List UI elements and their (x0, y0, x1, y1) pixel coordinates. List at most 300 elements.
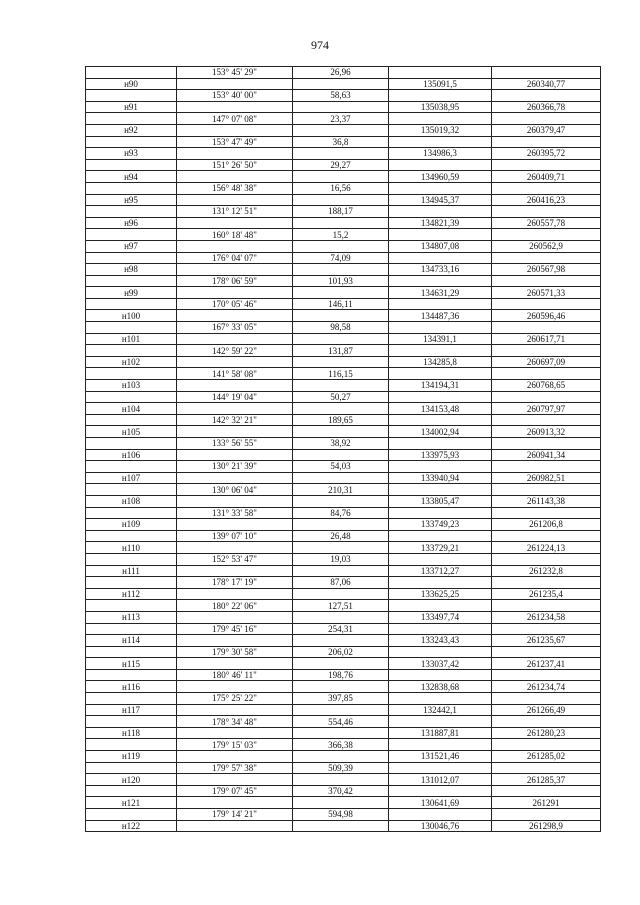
x-coordinate-cell: 133975,93 (389, 449, 492, 461)
x-coordinate-cell (389, 530, 492, 542)
point-name-cell (86, 322, 177, 334)
point-name-cell (86, 275, 177, 287)
distance-cell: 19,03 (293, 553, 389, 565)
distance-cell: 23,37 (293, 113, 389, 125)
segment-row (86, 669, 601, 681)
distance-cell: 87,06 (293, 577, 389, 589)
point-name-cell: н97 (86, 240, 177, 252)
x-coordinate-cell: 134285,8 (389, 356, 492, 368)
x-coordinate-cell (389, 461, 492, 473)
point-row (86, 681, 601, 693)
y-coordinate-cell (492, 577, 601, 589)
x-coordinate-cell (389, 646, 492, 658)
point-name-cell: н94 (86, 171, 177, 183)
segment-row (86, 716, 601, 728)
y-coordinate-cell (492, 206, 601, 218)
segment-row (86, 600, 601, 612)
x-coordinate-cell (389, 716, 492, 728)
segment-row (86, 646, 601, 658)
point-name-cell: н98 (86, 264, 177, 276)
distance-cell (293, 194, 389, 206)
direction-angle-cell: 144° 19' 04" (177, 391, 293, 403)
distance-cell: 210,31 (293, 484, 389, 496)
distance-cell: 131,87 (293, 345, 389, 357)
segment-row (86, 322, 601, 334)
x-coordinate-cell (389, 206, 492, 218)
point-name-cell (86, 600, 177, 612)
point-row (86, 217, 601, 229)
point-name-cell (86, 809, 177, 821)
point-name-cell: н99 (86, 287, 177, 299)
point-row (86, 101, 601, 113)
point-name-cell (86, 67, 177, 79)
y-coordinate-cell: 260697,09 (492, 356, 601, 368)
y-coordinate-cell (492, 507, 601, 519)
segment-row (86, 182, 601, 194)
direction-angle-cell: 179° 15' 03" (177, 739, 293, 751)
direction-angle-cell: 133° 56' 55" (177, 438, 293, 450)
x-coordinate-cell: 133037,42 (389, 658, 492, 670)
y-coordinate-cell: 260395,72 (492, 148, 601, 160)
y-coordinate-cell: 261285,02 (492, 751, 601, 763)
point-name-cell: н111 (86, 565, 177, 577)
distance-cell (293, 565, 389, 577)
x-coordinate-cell (389, 182, 492, 194)
direction-angle-cell: 142° 32' 21" (177, 414, 293, 426)
segment-row (86, 809, 601, 821)
direction-angle-cell (177, 751, 293, 763)
distance-cell: 54,03 (293, 461, 389, 473)
distance-cell: 198,76 (293, 669, 389, 681)
direction-angle-cell: 142° 59' 22" (177, 345, 293, 357)
x-coordinate-cell (389, 345, 492, 357)
segment-row (86, 461, 601, 473)
direction-angle-cell: 178° 06' 59" (177, 275, 293, 287)
distance-cell: 26,48 (293, 530, 389, 542)
point-name-cell: н91 (86, 101, 177, 113)
y-coordinate-cell (492, 553, 601, 565)
y-coordinate-cell (492, 623, 601, 635)
x-coordinate-cell (389, 414, 492, 426)
point-row (86, 449, 601, 461)
point-name-cell (86, 206, 177, 218)
y-coordinate-cell: 261291 (492, 797, 601, 809)
x-coordinate-cell: 134960,59 (389, 171, 492, 183)
y-coordinate-cell: 260982,51 (492, 472, 601, 484)
y-coordinate-cell (492, 600, 601, 612)
distance-cell: 36,8 (293, 136, 389, 148)
x-coordinate-cell (389, 762, 492, 774)
distance-cell (293, 704, 389, 716)
point-row (86, 495, 601, 507)
direction-angle-cell: 170° 05' 46" (177, 298, 293, 310)
distance-cell (293, 101, 389, 113)
distance-cell (293, 403, 389, 415)
point-row (86, 704, 601, 716)
point-name-cell: н104 (86, 403, 177, 415)
y-coordinate-cell: 260913,32 (492, 426, 601, 438)
direction-angle-cell: 131° 12' 51" (177, 206, 293, 218)
point-name-cell (86, 623, 177, 635)
y-coordinate-cell (492, 530, 601, 542)
y-coordinate-cell: 260409,71 (492, 171, 601, 183)
direction-angle-cell: 179° 30' 58" (177, 646, 293, 658)
x-coordinate-cell (389, 693, 492, 705)
direction-angle-cell: 153° 40' 00" (177, 90, 293, 102)
x-coordinate-cell (389, 136, 492, 148)
segment-row (86, 113, 601, 125)
point-row (86, 78, 601, 90)
segment-row (86, 577, 601, 589)
x-coordinate-cell: 133497,74 (389, 611, 492, 623)
x-coordinate-cell (389, 785, 492, 797)
distance-cell (293, 611, 389, 623)
direction-angle-cell (177, 588, 293, 600)
y-coordinate-cell: 260379,47 (492, 124, 601, 136)
y-coordinate-cell (492, 322, 601, 334)
distance-cell (293, 727, 389, 739)
y-coordinate-cell: 260557,78 (492, 217, 601, 229)
direction-angle-cell (177, 449, 293, 461)
point-name-cell (86, 507, 177, 519)
x-coordinate-cell (389, 298, 492, 310)
distance-cell (293, 681, 389, 693)
x-coordinate-cell (389, 368, 492, 380)
distance-cell (293, 820, 389, 832)
distance-cell: 554,46 (293, 716, 389, 728)
y-coordinate-cell: 260562,9 (492, 240, 601, 252)
segment-row (86, 206, 601, 218)
point-row (86, 774, 601, 786)
y-coordinate-cell (492, 182, 601, 194)
x-coordinate-cell: 131521,46 (389, 751, 492, 763)
point-name-cell (86, 90, 177, 102)
y-coordinate-cell: 260567,98 (492, 264, 601, 276)
direction-angle-cell (177, 194, 293, 206)
x-coordinate-cell (389, 113, 492, 125)
point-name-cell: н101 (86, 333, 177, 345)
distance-cell (293, 148, 389, 160)
point-row (86, 542, 601, 554)
y-coordinate-cell: 260596,46 (492, 310, 601, 322)
point-name-cell: н113 (86, 611, 177, 623)
direction-angle-cell (177, 495, 293, 507)
distance-cell (293, 333, 389, 345)
distance-cell (293, 264, 389, 276)
distance-cell: 127,51 (293, 600, 389, 612)
y-coordinate-cell: 260941,34 (492, 449, 601, 461)
direction-angle-cell: 160° 18' 48" (177, 229, 293, 241)
point-name-cell: н109 (86, 519, 177, 531)
point-name-cell: н103 (86, 380, 177, 392)
point-name-cell (86, 182, 177, 194)
y-coordinate-cell (492, 438, 601, 450)
direction-angle-cell (177, 356, 293, 368)
direction-angle-cell: 152° 53' 47" (177, 553, 293, 565)
point-name-cell: н121 (86, 797, 177, 809)
segment-row (86, 159, 601, 171)
direction-angle-cell (177, 240, 293, 252)
direction-angle-cell: 179° 57' 38" (177, 762, 293, 774)
y-coordinate-cell (492, 414, 601, 426)
y-coordinate-cell (492, 669, 601, 681)
point-name-cell (86, 298, 177, 310)
x-coordinate-cell: 134002,94 (389, 426, 492, 438)
distance-cell (293, 217, 389, 229)
point-name-cell: н108 (86, 495, 177, 507)
x-coordinate-cell: 133729,21 (389, 542, 492, 554)
direction-angle-cell: 141° 58' 08" (177, 368, 293, 380)
y-coordinate-cell (492, 646, 601, 658)
point-row (86, 635, 601, 647)
distance-cell: 74,09 (293, 252, 389, 264)
point-row (86, 565, 601, 577)
direction-angle-cell: 130° 06' 04" (177, 484, 293, 496)
distance-cell (293, 774, 389, 786)
direction-angle-cell: 176° 04' 07" (177, 252, 293, 264)
direction-angle-cell (177, 333, 293, 345)
point-name-cell (86, 577, 177, 589)
segment-row (86, 484, 601, 496)
point-row (86, 333, 601, 345)
direction-angle-cell (177, 264, 293, 276)
point-row (86, 240, 601, 252)
x-coordinate-cell (389, 553, 492, 565)
x-coordinate-cell (389, 669, 492, 681)
y-coordinate-cell (492, 484, 601, 496)
point-row (86, 287, 601, 299)
x-coordinate-cell: 134631,29 (389, 287, 492, 299)
point-name-cell: н116 (86, 681, 177, 693)
segment-row (86, 507, 601, 519)
point-row (86, 264, 601, 276)
point-name-cell: н95 (86, 194, 177, 206)
point-row (86, 472, 601, 484)
direction-angle-cell (177, 101, 293, 113)
point-name-cell: н102 (86, 356, 177, 368)
point-name-cell (86, 136, 177, 148)
point-name-cell (86, 414, 177, 426)
y-coordinate-cell (492, 67, 601, 79)
point-row (86, 519, 601, 531)
x-coordinate-cell: 130046,76 (389, 820, 492, 832)
direction-angle-cell: 153° 45' 29" (177, 67, 293, 79)
distance-cell: 98,58 (293, 322, 389, 334)
x-coordinate-cell (389, 484, 492, 496)
y-coordinate-cell (492, 785, 601, 797)
x-coordinate-cell: 134487,36 (389, 310, 492, 322)
distance-cell: 116,15 (293, 368, 389, 380)
distance-cell: 594,98 (293, 809, 389, 821)
point-name-cell: н112 (86, 588, 177, 600)
direction-angle-cell: 156° 48' 38" (177, 182, 293, 194)
x-coordinate-cell: 134194,31 (389, 380, 492, 392)
x-coordinate-cell (389, 322, 492, 334)
direction-angle-cell: 180° 46' 11" (177, 669, 293, 681)
point-name-cell (86, 785, 177, 797)
point-row (86, 658, 601, 670)
x-coordinate-cell: 134807,08 (389, 240, 492, 252)
point-name-cell (86, 368, 177, 380)
point-name-cell: н117 (86, 704, 177, 716)
direction-angle-cell (177, 681, 293, 693)
distance-cell (293, 472, 389, 484)
distance-cell: 38,92 (293, 438, 389, 450)
x-coordinate-cell (389, 739, 492, 751)
direction-angle-cell (177, 565, 293, 577)
point-row (86, 148, 601, 160)
point-name-cell (86, 716, 177, 728)
point-name-cell: н90 (86, 78, 177, 90)
y-coordinate-cell: 260768,65 (492, 380, 601, 392)
distance-cell: 366,38 (293, 739, 389, 751)
segment-row (86, 623, 601, 635)
x-coordinate-cell (389, 67, 492, 79)
point-name-cell (86, 229, 177, 241)
x-coordinate-cell: 133805,47 (389, 495, 492, 507)
x-coordinate-cell: 134391,1 (389, 333, 492, 345)
direction-angle-cell (177, 635, 293, 647)
segment-row (86, 252, 601, 264)
x-coordinate-cell: 133712,27 (389, 565, 492, 577)
x-coordinate-cell (389, 391, 492, 403)
point-name-cell (86, 113, 177, 125)
x-coordinate-cell (389, 438, 492, 450)
y-coordinate-cell: 261206,8 (492, 519, 601, 531)
x-coordinate-cell (389, 229, 492, 241)
direction-angle-cell (177, 472, 293, 484)
distance-cell (293, 449, 389, 461)
y-coordinate-cell (492, 159, 601, 171)
direction-angle-cell (177, 727, 293, 739)
point-name-cell (86, 484, 177, 496)
segment-row (86, 368, 601, 380)
segment-row (86, 438, 601, 450)
distance-cell (293, 751, 389, 763)
y-coordinate-cell (492, 809, 601, 821)
distance-cell: 370,42 (293, 785, 389, 797)
x-coordinate-cell (389, 809, 492, 821)
x-coordinate-cell: 133749,23 (389, 519, 492, 531)
x-coordinate-cell (389, 600, 492, 612)
y-coordinate-cell: 261235,67 (492, 635, 601, 647)
point-name-cell: н106 (86, 449, 177, 461)
point-name-cell: н105 (86, 426, 177, 438)
distance-cell (293, 797, 389, 809)
point-name-cell: н120 (86, 774, 177, 786)
y-coordinate-cell: 261234,74 (492, 681, 601, 693)
point-name-cell (86, 159, 177, 171)
y-coordinate-cell (492, 368, 601, 380)
point-row (86, 124, 601, 136)
distance-cell (293, 78, 389, 90)
y-coordinate-cell: 261232,8 (492, 565, 601, 577)
y-coordinate-cell: 261224,13 (492, 542, 601, 554)
segment-row (86, 739, 601, 751)
x-coordinate-cell: 133625,25 (389, 588, 492, 600)
x-coordinate-cell: 132838,68 (389, 681, 492, 693)
distance-cell: 146,11 (293, 298, 389, 310)
direction-angle-cell (177, 774, 293, 786)
direction-angle-cell (177, 611, 293, 623)
y-coordinate-cell (492, 90, 601, 102)
y-coordinate-cell (492, 391, 601, 403)
direction-angle-cell (177, 426, 293, 438)
y-coordinate-cell (492, 298, 601, 310)
direction-angle-cell (177, 658, 293, 670)
y-coordinate-cell: 260571,33 (492, 287, 601, 299)
y-coordinate-cell (492, 461, 601, 473)
x-coordinate-cell: 131887,81 (389, 727, 492, 739)
page-number: 974 (311, 38, 329, 52)
distance-cell (293, 380, 389, 392)
segment-row (86, 298, 601, 310)
segment-row (86, 391, 601, 403)
point-name-cell (86, 762, 177, 774)
direction-angle-cell: 179° 07' 45" (177, 785, 293, 797)
point-name-cell: н115 (86, 658, 177, 670)
point-name-cell (86, 391, 177, 403)
direction-angle-cell (177, 148, 293, 160)
x-coordinate-cell (389, 252, 492, 264)
point-row (86, 426, 601, 438)
point-row (86, 751, 601, 763)
point-name-cell (86, 252, 177, 264)
point-name-cell (86, 693, 177, 705)
y-coordinate-cell (492, 345, 601, 357)
y-coordinate-cell: 261298,9 (492, 820, 601, 832)
distance-cell (293, 356, 389, 368)
x-coordinate-cell: 135091,5 (389, 78, 492, 90)
y-coordinate-cell: 260617,71 (492, 333, 601, 345)
distance-cell (293, 658, 389, 670)
distance-cell: 188,17 (293, 206, 389, 218)
direction-angle-cell: 151° 26' 50" (177, 159, 293, 171)
x-coordinate-cell: 134733,16 (389, 264, 492, 276)
y-coordinate-cell: 261234,58 (492, 611, 601, 623)
distance-cell: 189,65 (293, 414, 389, 426)
distance-cell (293, 287, 389, 299)
y-coordinate-cell (492, 136, 601, 148)
point-name-cell: н93 (86, 148, 177, 160)
y-coordinate-cell: 260416,23 (492, 194, 601, 206)
direction-angle-cell (177, 797, 293, 809)
point-name-cell: н100 (86, 310, 177, 322)
segment-row (86, 762, 601, 774)
direction-angle-cell: 130° 21' 39" (177, 461, 293, 473)
distance-cell: 29,27 (293, 159, 389, 171)
segment-row (86, 345, 601, 357)
distance-cell (293, 588, 389, 600)
x-coordinate-cell: 134153,48 (389, 403, 492, 415)
distance-cell (293, 240, 389, 252)
distance-cell (293, 310, 389, 322)
y-coordinate-cell (492, 693, 601, 705)
point-row (86, 611, 601, 623)
point-name-cell: н96 (86, 217, 177, 229)
x-coordinate-cell: 133940,94 (389, 472, 492, 484)
point-row (86, 403, 601, 415)
point-row (86, 797, 601, 809)
distance-cell (293, 635, 389, 647)
segment-row (86, 229, 601, 241)
direction-angle-cell (177, 820, 293, 832)
direction-angle-cell (177, 287, 293, 299)
point-name-cell (86, 438, 177, 450)
segment-row (86, 136, 601, 148)
x-coordinate-cell: 131012,07 (389, 774, 492, 786)
y-coordinate-cell: 261280,23 (492, 727, 601, 739)
